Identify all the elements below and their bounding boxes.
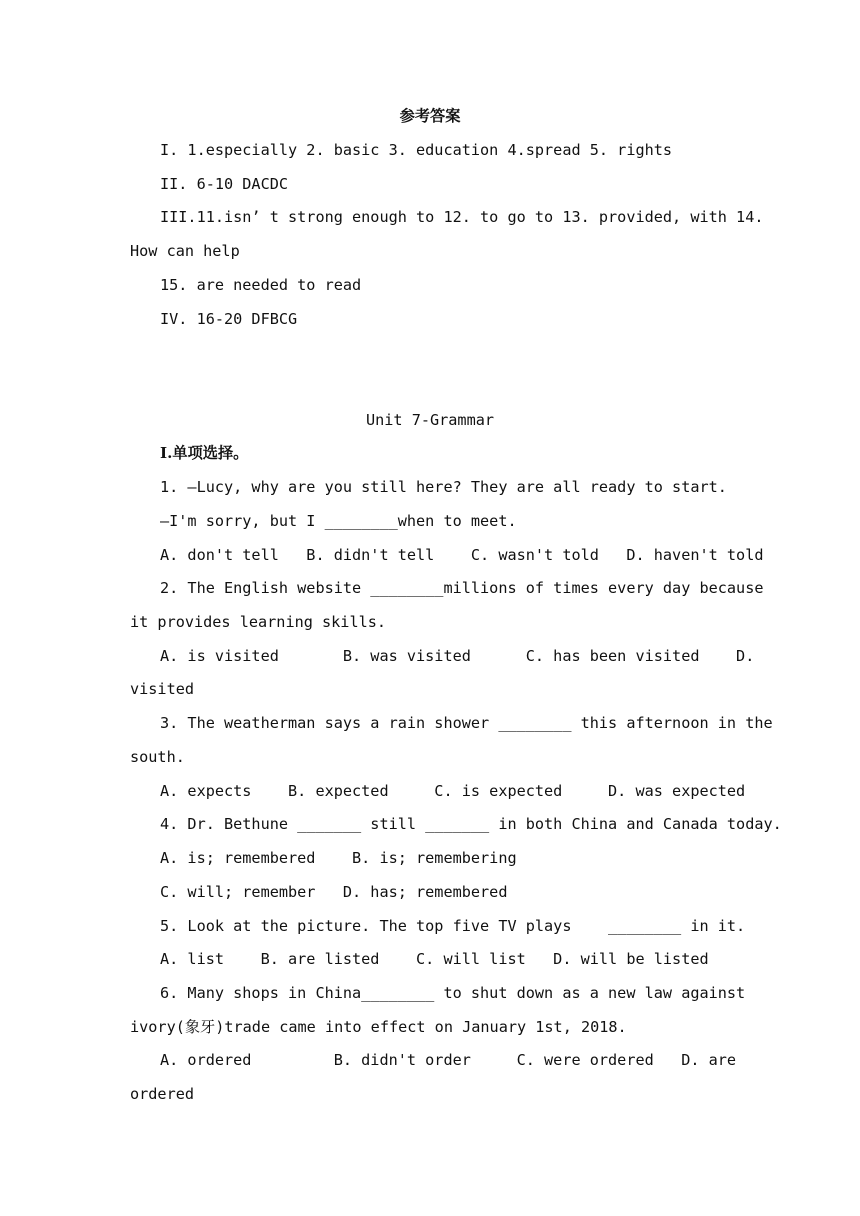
question-options: A. ordered B. didn't order C. were ordered D. are bbox=[160, 1051, 737, 1069]
unit-title: Unit 7-Grammar bbox=[365, 411, 494, 429]
question-text: —I'm sorry, but I ________when to meet. bbox=[160, 512, 517, 530]
question-text: 4. Dr. Bethune _______ still _______ in both China and Canada today. bbox=[160, 815, 782, 833]
question-options: A. is visited B. was visited C. has been visited D. bbox=[160, 647, 755, 665]
question-options: A. is; remembered B. is; remembering bbox=[160, 849, 517, 867]
section-heading: Ⅰ.单项选择。 bbox=[160, 444, 249, 462]
question-text: ivory(象牙)trade came into effect on January 1st, 2018. bbox=[130, 1018, 627, 1036]
question-text: 3. The weatherman says a rain shower ________ this afternoon in the bbox=[160, 714, 773, 732]
question-text: 2. The English website ________millions of times every day because bbox=[160, 579, 764, 597]
answer-line: III.11.isn’ t strong enough to 12. to go to 13. provided, with 14. bbox=[160, 208, 764, 226]
answer-line: 15. are needed to read bbox=[160, 276, 362, 294]
question-options: A. expects B. expected C. is expected D. was expected bbox=[160, 782, 746, 800]
question-options: C. will; remember D. has; remembered bbox=[160, 883, 508, 901]
question-text: south. bbox=[130, 748, 185, 766]
answer-line: I. 1.especially 2. basic 3. education 4.spread 5. rights bbox=[160, 141, 673, 159]
question-options: A. list B. are listed C. will list D. will be listed bbox=[160, 950, 709, 968]
answer-line: How can help bbox=[130, 242, 240, 260]
answers-title: 参考答案 bbox=[399, 107, 461, 125]
question-options: A. don't tell B. didn't tell C. wasn't told D. haven't told bbox=[160, 546, 764, 564]
question-text: 6. Many shops in China________ to shut down as a new law against bbox=[160, 984, 746, 1002]
question-text: it provides learning skills. bbox=[130, 613, 387, 631]
answer-line: II. 6-10 DACDC bbox=[160, 175, 289, 193]
answer-line: IV. 16-20 DFBCG bbox=[160, 310, 298, 328]
question-text: 1. —Lucy, why are you still here? They are all ready to start. bbox=[160, 478, 727, 496]
question-text: 5. Look at the picture. The top five TV plays ________ in it. bbox=[160, 917, 746, 935]
question-options: ordered bbox=[130, 1085, 195, 1103]
question-options: visited bbox=[130, 680, 195, 698]
